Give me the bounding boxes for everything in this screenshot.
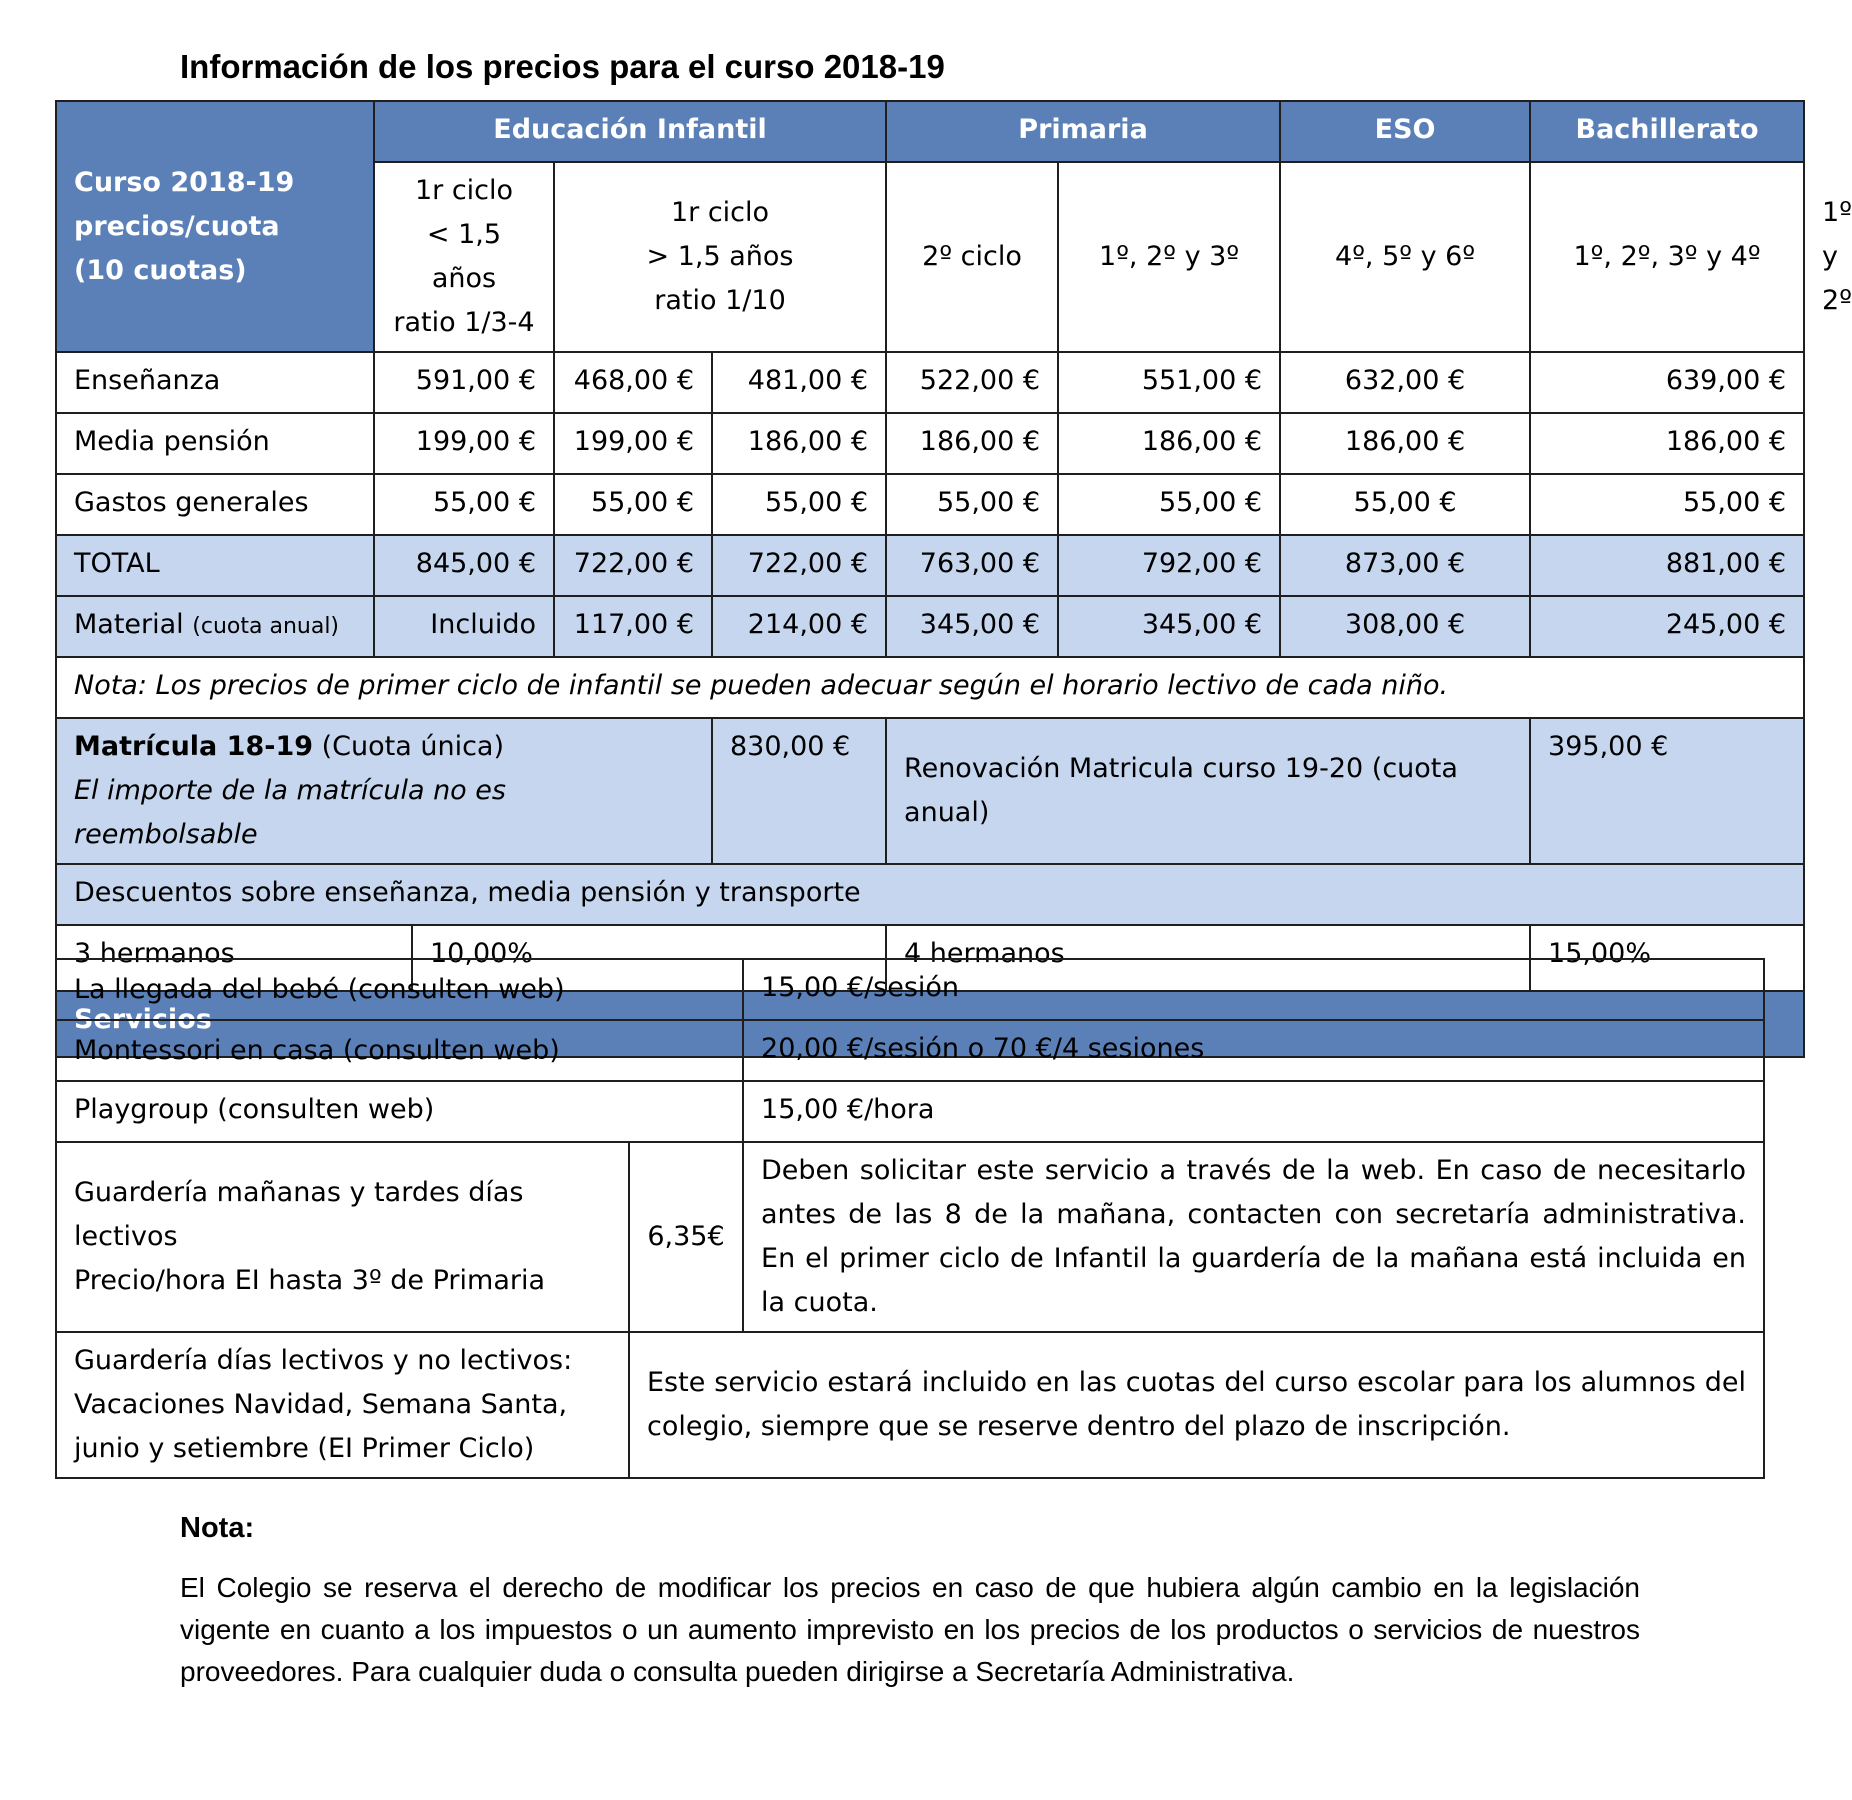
subheader-primaria-4-6: 4º, 5º y 6º — [1280, 162, 1530, 352]
guarderia-label-line: Vacaciones Navidad, Semana Santa, — [74, 1389, 568, 1420]
matricula-label-cell — [56, 718, 712, 864]
corner-line-2: precios/cuota — [74, 210, 280, 242]
total-row — [56, 535, 1804, 596]
service-label: Playgroup (consulten web) — [56, 1081, 743, 1142]
service-price: 15,00 €/sesión — [743, 959, 1764, 1020]
subheader-1r-ciclo-mayor — [554, 162, 886, 352]
price-cell: 845,00 € — [374, 535, 554, 596]
infantil-note: Nota: Los precios de primer ciclo de infantil se pueden adecuar según el horario lectivo de cada niño. — [56, 657, 1804, 718]
subheader-line: ratio 1/10 — [654, 285, 786, 316]
price-cell: 722,00 € — [712, 535, 886, 596]
price-cell: 522,00 € — [886, 352, 1058, 413]
subheader-line: 1r ciclo — [414, 175, 514, 206]
price-cell: 551,00 € — [1058, 352, 1280, 413]
price-cell: 245,00 € — [1530, 596, 1804, 657]
service-price: 15,00 €/hora — [743, 1081, 1764, 1142]
subheader-2-ciclo: 2º ciclo — [886, 162, 1058, 352]
price-cell: 345,00 € — [1058, 596, 1280, 657]
price-cell: 55,00 € — [1058, 474, 1280, 535]
price-cell: Incluido — [374, 596, 554, 657]
row-label: Media pensión — [56, 413, 374, 474]
price-cell: 186,00 € — [1280, 413, 1530, 474]
final-note — [180, 1512, 1640, 1693]
corner-line-3: (10 cuotas) — [74, 254, 247, 286]
matricula-no-reembolsable: El importe de la matrícula no es reembolsable — [74, 775, 506, 850]
price-cell: 763,00 € — [886, 535, 1058, 596]
price-cell: 186,00 € — [886, 413, 1058, 474]
guarderia-label-line: Guardería mañanas y tardes días lectivos — [74, 1177, 524, 1252]
final-note-heading: Nota: — [180, 1512, 255, 1544]
material-row — [56, 596, 1804, 657]
header-corner-cell — [56, 101, 374, 352]
subheader-line: ratio 1/3-4 — [393, 307, 535, 338]
four-siblings-value: 15,00% — [1530, 925, 1804, 991]
service-label: La llegada del bebé (consulten web) — [56, 959, 743, 1020]
subheader-line: 1r ciclo — [670, 197, 770, 228]
descuentos-row — [56, 864, 1804, 925]
matricula-row — [56, 718, 1804, 864]
price-cell: 632,00 € — [1280, 352, 1530, 413]
guarderia-label-line: Precio/hora EI hasta 3º de Primaria — [74, 1265, 546, 1296]
price-cell: 55,00 € — [374, 474, 554, 535]
price-cell: 186,00 € — [1530, 413, 1804, 474]
service-label: Montessori en casa (consulten web) — [56, 1020, 743, 1081]
price-cell: 55,00 € — [1280, 474, 1530, 535]
service-price: 20,00 €/sesión o 70 €/4 sesiones — [743, 1020, 1764, 1081]
price-cell: 117,00 € — [554, 596, 712, 657]
price-cell: 186,00 € — [1058, 413, 1280, 474]
subheader-line: > 1,5 años — [646, 241, 794, 272]
price-cell: 214,00 € — [712, 596, 886, 657]
guarderia-vacaciones-row — [56, 1332, 1764, 1478]
price-cell: 881,00 € — [1530, 535, 1804, 596]
group-header-primaria: Primaria — [886, 101, 1280, 162]
price-cell: 792,00 € — [1058, 535, 1280, 596]
matricula-price: 830,00 € — [712, 718, 886, 864]
price-cell: 468,00 € — [554, 352, 712, 413]
guarderia-row — [56, 1142, 1764, 1332]
price-cell: 722,00 € — [554, 535, 712, 596]
price-cell: 55,00 € — [886, 474, 1058, 535]
guarderia-vacaciones-description: Este servicio estará incluido en las cuotas del curso escolar para los alumnos del colegio, siempre que se reserve dentro del plazo de inscripción. — [629, 1332, 1764, 1478]
renovacion-price: 395,00 € — [1530, 718, 1804, 864]
price-cell: 55,00 € — [554, 474, 712, 535]
corner-line-1: Curso 2018-19 — [74, 166, 295, 198]
group-header-eso: ESO — [1280, 101, 1530, 162]
price-cell: 186,00 € — [712, 413, 886, 474]
four-siblings-label: 4 hermanos — [886, 925, 1530, 991]
guarderia-label — [56, 1142, 629, 1332]
price-cell: 591,00 € — [374, 352, 554, 413]
three-siblings-value: 10,00% — [412, 925, 886, 991]
price-cell: 199,00 € — [554, 413, 712, 474]
matricula-label — [74, 725, 694, 769]
guarderia-label-line: junio y setiembre (EI Primer Ciclo) — [74, 1433, 535, 1464]
renovacion-label: Renovación Matricula curso 19-20 (cuota anual) — [886, 718, 1530, 864]
table-row — [56, 413, 1804, 474]
price-table: Curso 2018-19 precios/cuota (10 cuotas) Educación Infantil Primaria ESO Bachillerato 1r ciclo < 1,5 años ratio 1/3-4 1r ciclo > 1,5 años ratio 1/10 2º ciclo 1º, 2º y 3º 4º, 5º y 6º 1º, 2º, 3º y 4º 1º y 2º Enseñanza 591,00 € 468,00 € 481,00 € 522,00 € 551,00 € 632,00 € 639,00 € Media pensión 199,00 € 199,00 € 186,00 € 186,00 € 186,00 € 186,00 € 186,00 € Gastos generales 55,00 € 55,00 € 55,00 € 55,00 € 55,00 € 55,00 € 55,00 € TOTAL 845,00 € 722,00 € 722,00 € 763,00 € 792,00 € 873,00 € 881,00 € Material (cuota anual) Incluido 117,00 € 214,00 € 345,00 € 345,00 € 308,00 € 245,00 € Nota: Los precios de primer ciclo de infantil se pueden adecuar según el horario lectivo de cada niño. Matrícula 18-19 (Cuota única) El importe de la matrícula no es reembolsable 830,00 € Renovación Matricula curso 19-20 (cuota anual) 395,00 € Descuentos sobre enseñanza, media pensión y transporte 3 hermanos 10,00% 4 hermanos 15,00% Servicios — [55, 100, 1805, 1058]
services-table — [55, 958, 1765, 1479]
price-cell: 345,00 € — [886, 596, 1058, 657]
row-label: TOTAL — [56, 535, 374, 596]
subheader-primaria-1-3: 1º, 2º y 3º — [1058, 162, 1280, 352]
guarderia-vacaciones-label — [56, 1332, 629, 1478]
service-row — [56, 959, 1764, 1020]
page-title: Información de los precios para el curso 2018-19 — [180, 48, 945, 85]
servicios-title: Servicios — [56, 991, 1804, 1057]
row-label — [56, 596, 374, 657]
price-cell: 639,00 € — [1530, 352, 1804, 413]
table-row — [56, 474, 1804, 535]
note-row — [56, 657, 1804, 718]
service-row — [56, 1020, 1764, 1081]
final-note-text: El Colegio se reserva el derecho de modificar los precios en caso de que hubiera algún cambio en la legislación vigente en cuanto a los impuestos o un aumento imprevisto en los precios de los productos o servicios de nuestros proveedores. Para cualquier duda o consulta pueden dirigirse a Secretaría Administrativa. — [180, 1572, 1640, 1687]
price-cell: 55,00 € — [712, 474, 886, 535]
row-label: Gastos generales — [56, 474, 374, 535]
price-cell: 481,00 € — [712, 352, 886, 413]
subheader-line: < 1,5 años — [426, 219, 502, 294]
subheader-1r-ciclo-menor — [374, 162, 554, 352]
guarderia-price: 6,35€ — [629, 1142, 743, 1332]
guarderia-label-line: Guardería días lectivos y no lectivos: — [74, 1345, 573, 1376]
price-cell: 55,00 € — [1530, 474, 1804, 535]
row-label: Enseñanza — [56, 352, 374, 413]
matricula-label-bold: Matrícula 18-19 — [74, 731, 314, 762]
subheader-eso: 1º, 2º, 3º y 4º — [1530, 162, 1804, 352]
group-header-infantil: Educación Infantil — [374, 101, 886, 162]
price-cell: 873,00 € — [1280, 535, 1530, 596]
material-label: Material — [74, 609, 184, 640]
matricula-label-rest: (Cuota única) — [313, 731, 504, 762]
descuentos-title: Descuentos sobre enseñanza, media pensión y transporte — [56, 864, 1804, 925]
service-row — [56, 1081, 1764, 1142]
guarderia-description: Deben solicitar este servicio a través de la web. En caso de necesitarlo antes de las 8 de la mañana, contacten con secretaría administrativa. En el primer ciclo de Infantil la guardería de la mañana está incluida en la cuota. — [743, 1142, 1764, 1332]
price-cell: 199,00 € — [374, 413, 554, 474]
group-header-bachillerato: Bachillerato — [1530, 101, 1804, 162]
material-label-note: (cuota anual) — [192, 614, 340, 639]
price-cell: 308,00 € — [1280, 596, 1530, 657]
three-siblings-label: 3 hermanos — [56, 925, 412, 991]
table-row — [56, 352, 1804, 413]
